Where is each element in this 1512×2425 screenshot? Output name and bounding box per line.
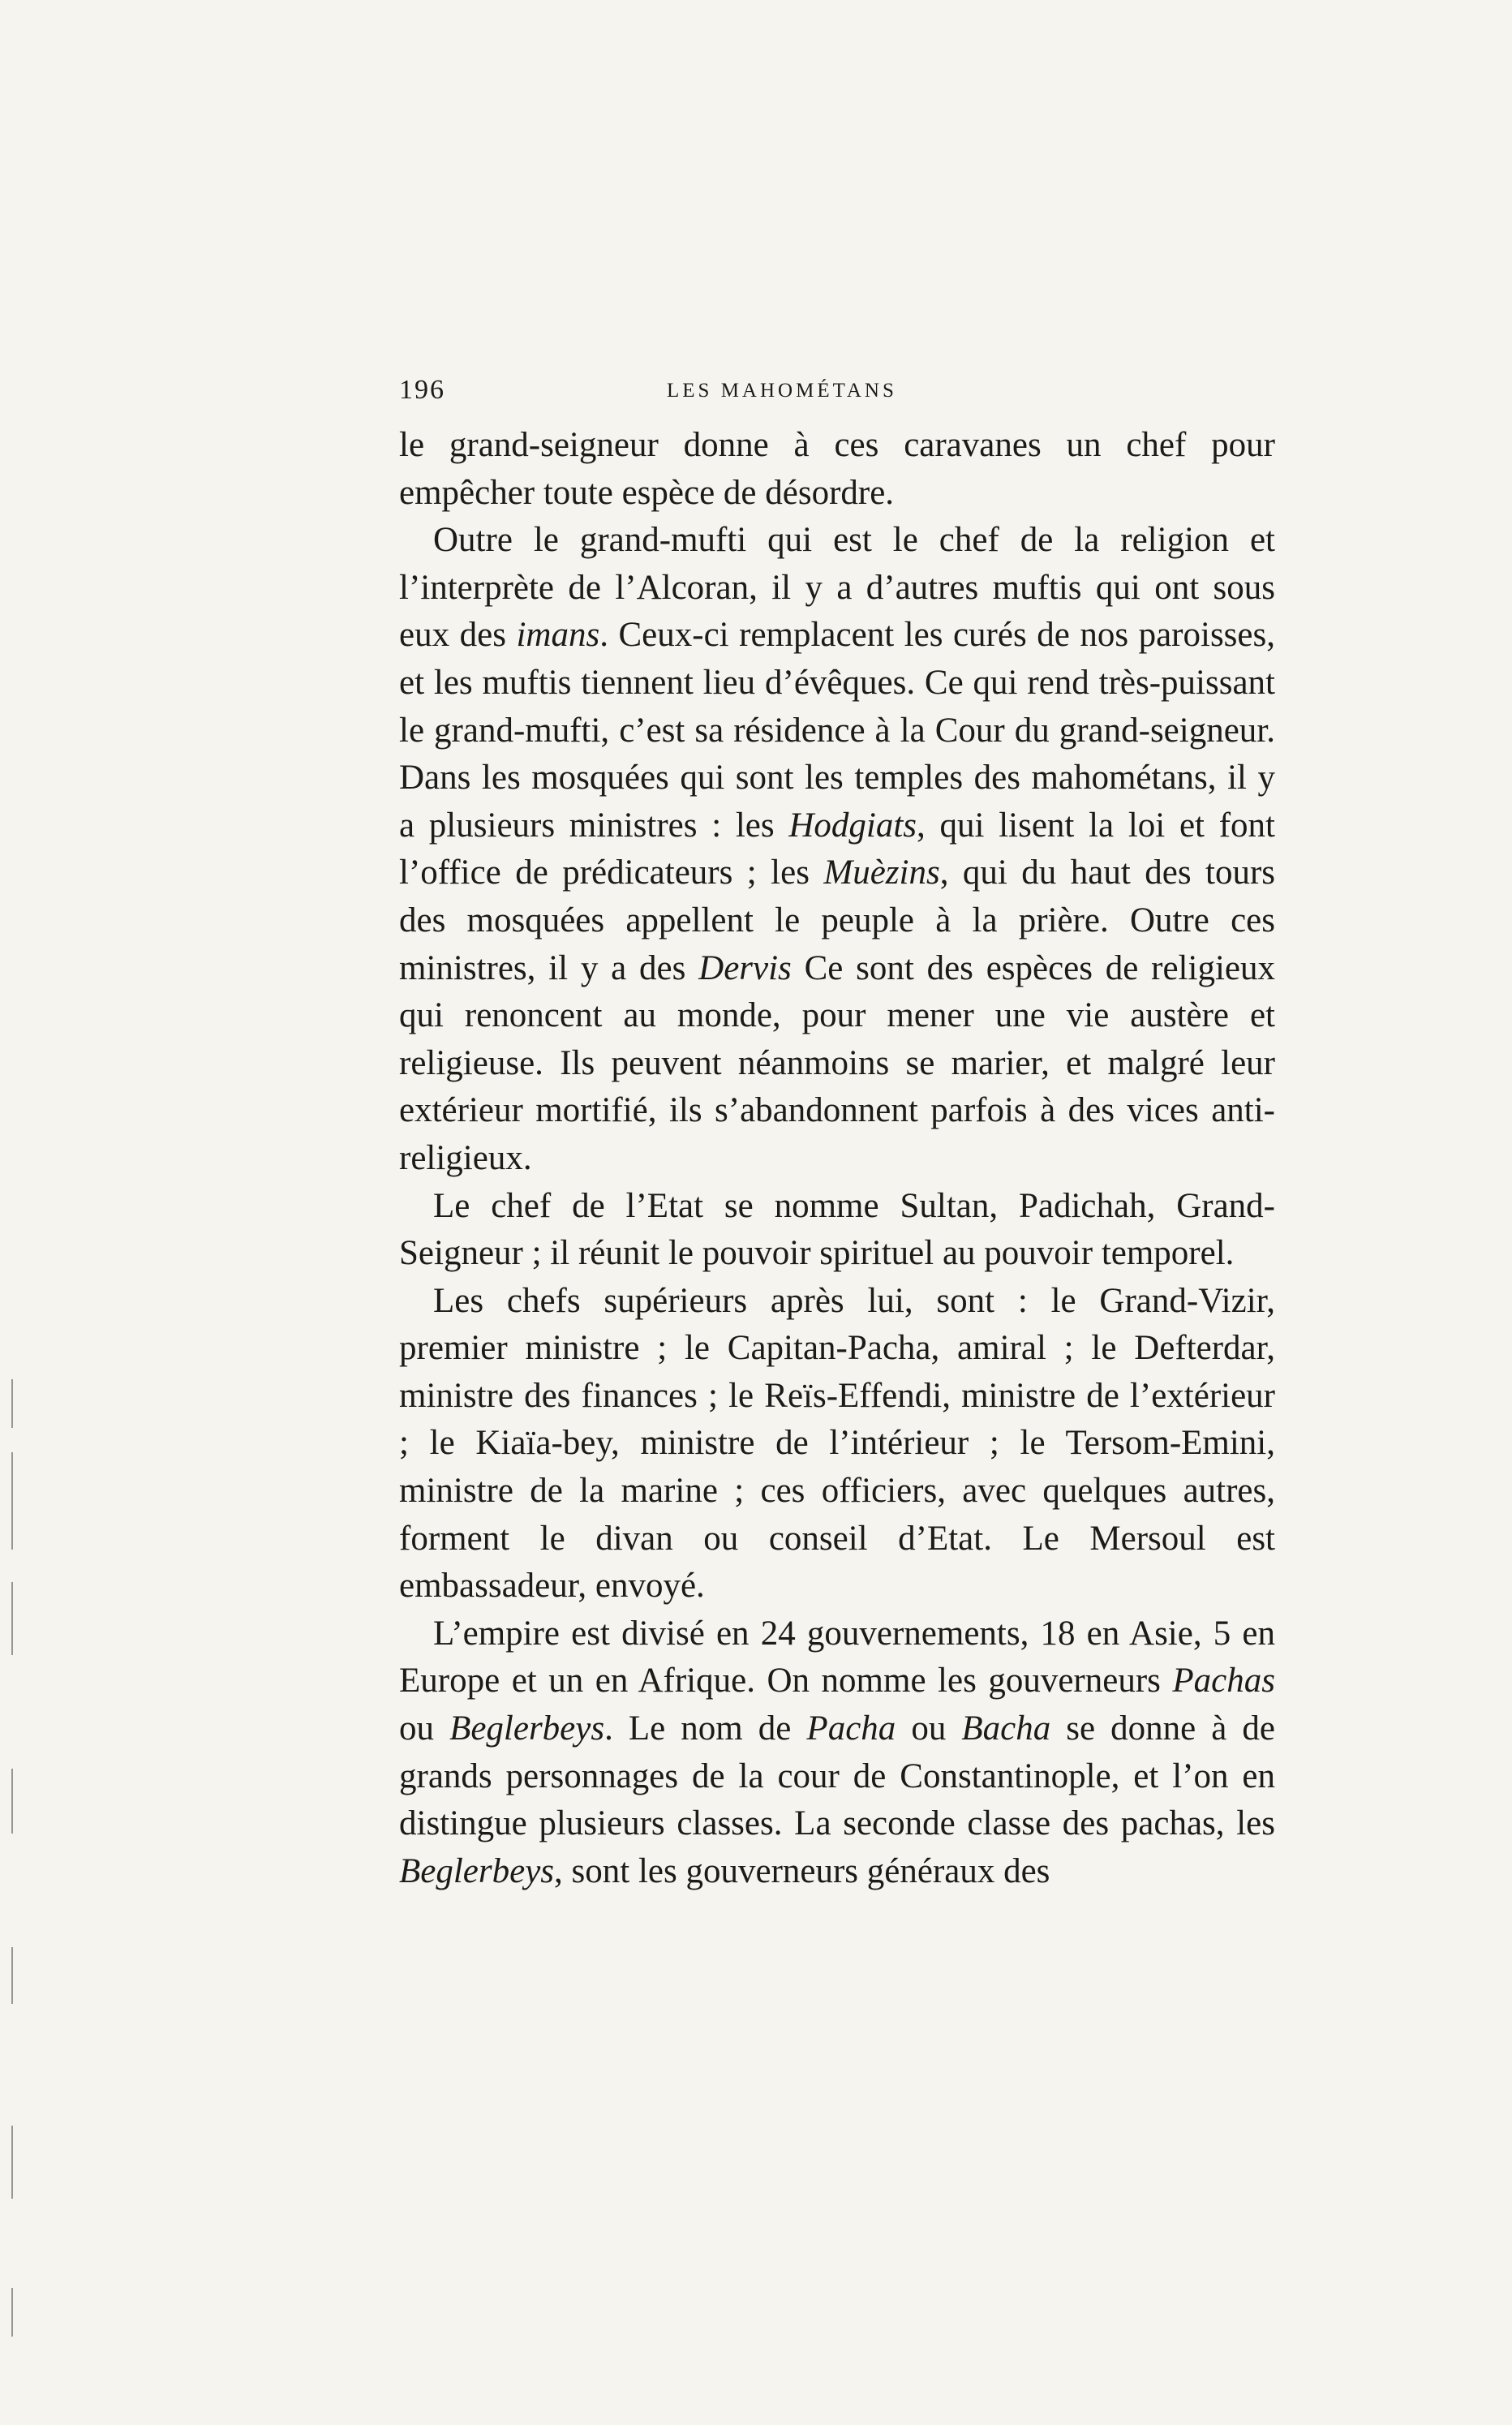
running-head: LES MAHOMÉTANS [667, 380, 897, 402]
text-segment: , qui du haut des tours des mosquées appellent le peuple à la prière. Outre ces ministres, il y a des [399, 853, 1275, 987]
text-segment: . Ceux-ci remplacent les curés de nos paroisses, et les muftis tiennent lieu d’évêques. Ce qui rend très-puissant le grand-mufti, c’est sa résidence à la Cour du grand-seigneur. Dans les mosquées qui sont les temples des mahométans, il y a plusieurs ministres : les [399, 616, 1275, 845]
text-segment: ou [896, 1709, 962, 1748]
italic-term: Hodgiats [788, 806, 917, 845]
text-segment: se donne à de grands personnages de la cour de Constantinople, et l’on en distingue plusieurs classes. La seconde classe des pachas, les [399, 1709, 1276, 1843]
text-segment: le grand-seigneur donne à ces caravanes un chef pour empêcher toute espèce de désordre. [399, 426, 1275, 512]
text-segment: . Le nom de [604, 1709, 807, 1748]
paragraph [399, 1278, 1275, 1610]
scan-edge-mark [11, 1947, 13, 2004]
scan-edge-mark [11, 2288, 13, 2337]
italic-term: Beglerbeys [399, 1851, 555, 1890]
text-segment: , sont les gouverneurs généraux des [554, 1851, 1050, 1890]
scan-edge-mark [11, 2126, 13, 2199]
paragraph [399, 1183, 1275, 1278]
page-number: 196 [399, 375, 445, 405]
scan-edge-mark [11, 1452, 13, 1550]
text-segment: Le chef de l’Etat se nomme Sultan, Padichah, Grand-Seigneur ; il réunit le pouvoir spirituel au pouvoir temporel. [399, 1186, 1275, 1273]
text-segment: L’empire est divisé en 24 gouvernements, 18 en Asie, 5 en Europe et un en Afrique. On nomme les gouverneurs [399, 1614, 1275, 1701]
italic-term: imans [516, 616, 600, 655]
italic-term: Dervis [698, 948, 792, 987]
text-segment: Outre le grand-mufti qui est le chef de la religion et l’interprète de l’Alcoran, il y a d’autres muftis qui ont sous eux des [399, 521, 1275, 655]
text-segment: ou [399, 1709, 450, 1748]
scan-edge-mark [11, 1379, 13, 1428]
italic-term: Pachas [1172, 1662, 1275, 1701]
paragraph [399, 517, 1275, 1182]
paragraph [399, 422, 1275, 517]
italic-term: Bacha [961, 1709, 1051, 1748]
text-segment: , qui lisent la loi et font l’office de prédicateurs ; les [399, 806, 1275, 892]
text-segment: Ce sont des espèces de religieux qui renoncent au monde, pour mener une vie austère et religieuse. Ils peuvent néanmoins se marier, et malgré leur extérieur mortifié, ils s’abandonnent parfois à des vices anti-religieux. [399, 948, 1275, 1177]
paragraph [399, 1610, 1275, 1896]
page-header [399, 375, 1275, 415]
scan-edge-mark [11, 1582, 13, 1655]
body-text [399, 422, 1275, 1895]
italic-term: Beglerbeys [449, 1709, 605, 1748]
text-segment: Les chefs supérieurs après lui, sont : le Grand-Vizir, premier ministre ; le Capitan-Pacha, amiral ; le Defterdar, ministre des finances ; le Reïs-Effendi, ministre de l’extérieur ; le Kiaïa-bey, ministre de l’intérieur ; le Tersom-Emini, ministre de la marine ; ces officiers, avec quelques autres, forment le divan ou conseil d’Etat. Le Mersoul est embassadeur, envoyé. [399, 1281, 1275, 1606]
scan-edge-mark [11, 1769, 13, 1834]
italic-term: Pacha [806, 1709, 896, 1748]
italic-term: Muèzins [823, 853, 940, 892]
